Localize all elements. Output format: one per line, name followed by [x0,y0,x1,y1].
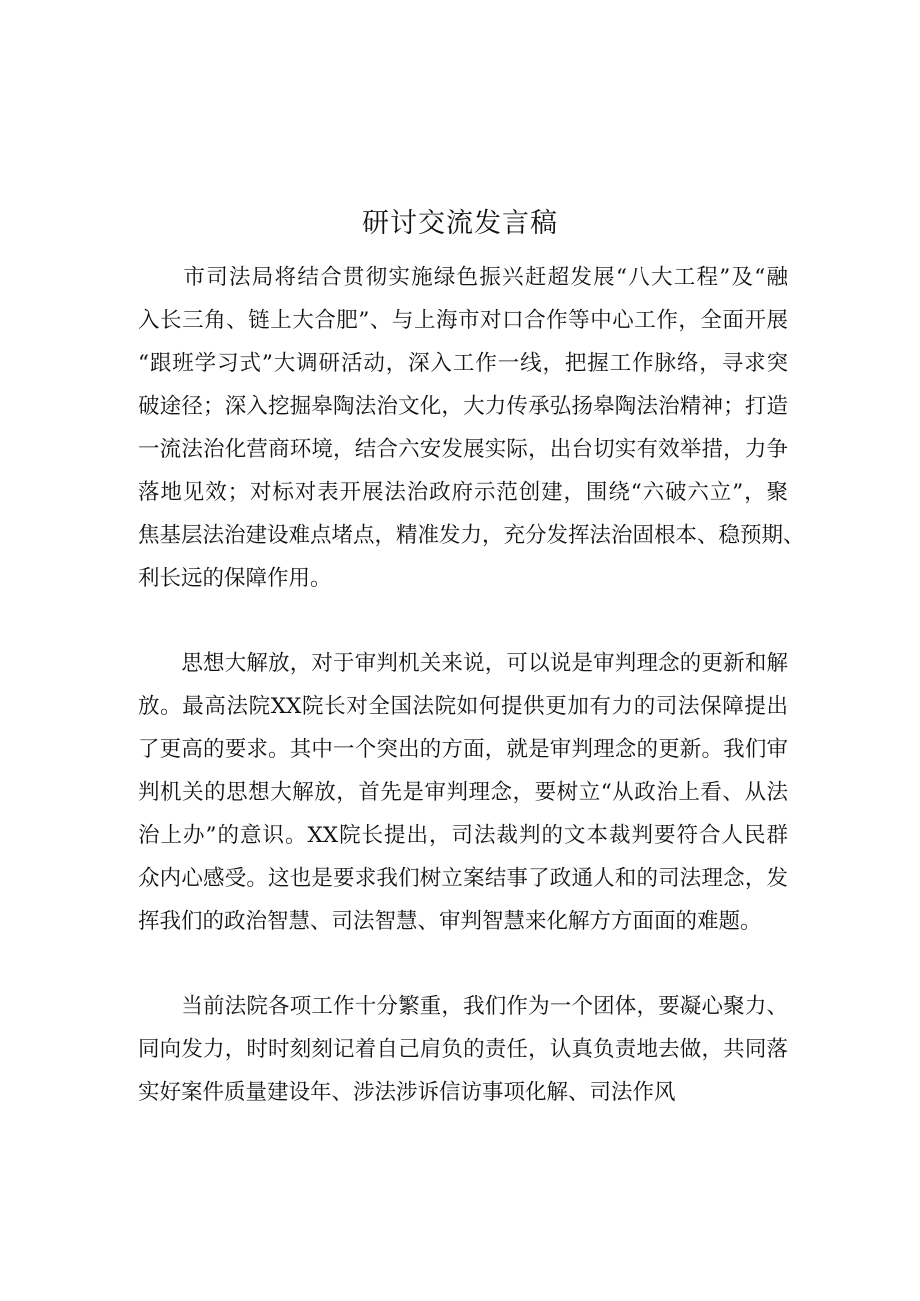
paragraph-3 [138,985,788,1114]
paragraph-line: “跟班学习式”大调研活动，深入工作一线，把握工作脉络，寻求突 [138,351,788,376]
paragraph-line: 同向发力，时时刻刻记着自己肩负的责任，认真负责地去做，共同落 [138,1037,788,1062]
paragraph-2 [138,642,788,943]
document-title: 研讨交流发言稿 [362,208,558,239]
paragraph-line: 落地见效；对标对表开展法治政府示范创建，围绕“六破六立”，聚 [138,480,788,505]
paragraph-line: 破途径；深入挖掘皋陶法治文化，大力传承弘扬皋陶法治精神；打造 [138,394,788,419]
paragraph-line: 市司法局将结合贯彻实施绿色振兴赶超发展“八大工程”及“融 [138,265,788,290]
paragraph-line: 当前法院各项工作十分繁重，我们作为一个团体，要凝心聚力、 [138,994,788,1019]
paragraph-line: 实好案件质量建设年、涉法涉诉信访事项化解、司法作风 [138,1080,676,1105]
paragraph-line: 放。最高法院XX院长对全国法院如何提供更加有力的司法保障提出 [138,694,788,719]
paragraph-line: 入长三角、链上大合肥”、与上海市对口合作等中心工作，全面开展 [138,308,788,333]
paragraph-line: 焦基层法治建设难点堵点，精准发力，充分发挥法治固根本、稳预期、 [138,523,805,548]
paragraph-line: 利长远的保障作用。 [138,566,332,591]
paragraph-line: 思想大解放，对于审判机关来说，可以说是审判理念的更新和解 [138,651,788,676]
paragraph-line: 了更高的要求。其中一个突出的方面，就是审判理念的更新。我们审 [138,737,788,762]
paragraph-line: 治上办”的意识。XX院长提出，司法裁判的文本裁判要符合人民群 [138,823,788,848]
paragraph-line: 一流法治化营商环境，结合六安发展实际，出台切实有效举措，力争 [138,437,788,462]
paragraph-line: 挥我们的政治智慧、司法智慧、审判智慧来化解方方面面的难题。 [138,909,762,934]
paragraph-1 [138,256,805,600]
paragraph-line: 判机关的思想大解放，首先是审判理念，要树立“从政治上看、从法 [138,780,788,805]
paragraph-line: 众内心感受。这也是要求我们树立案结事了政通人和的司法理念，发 [138,866,788,891]
